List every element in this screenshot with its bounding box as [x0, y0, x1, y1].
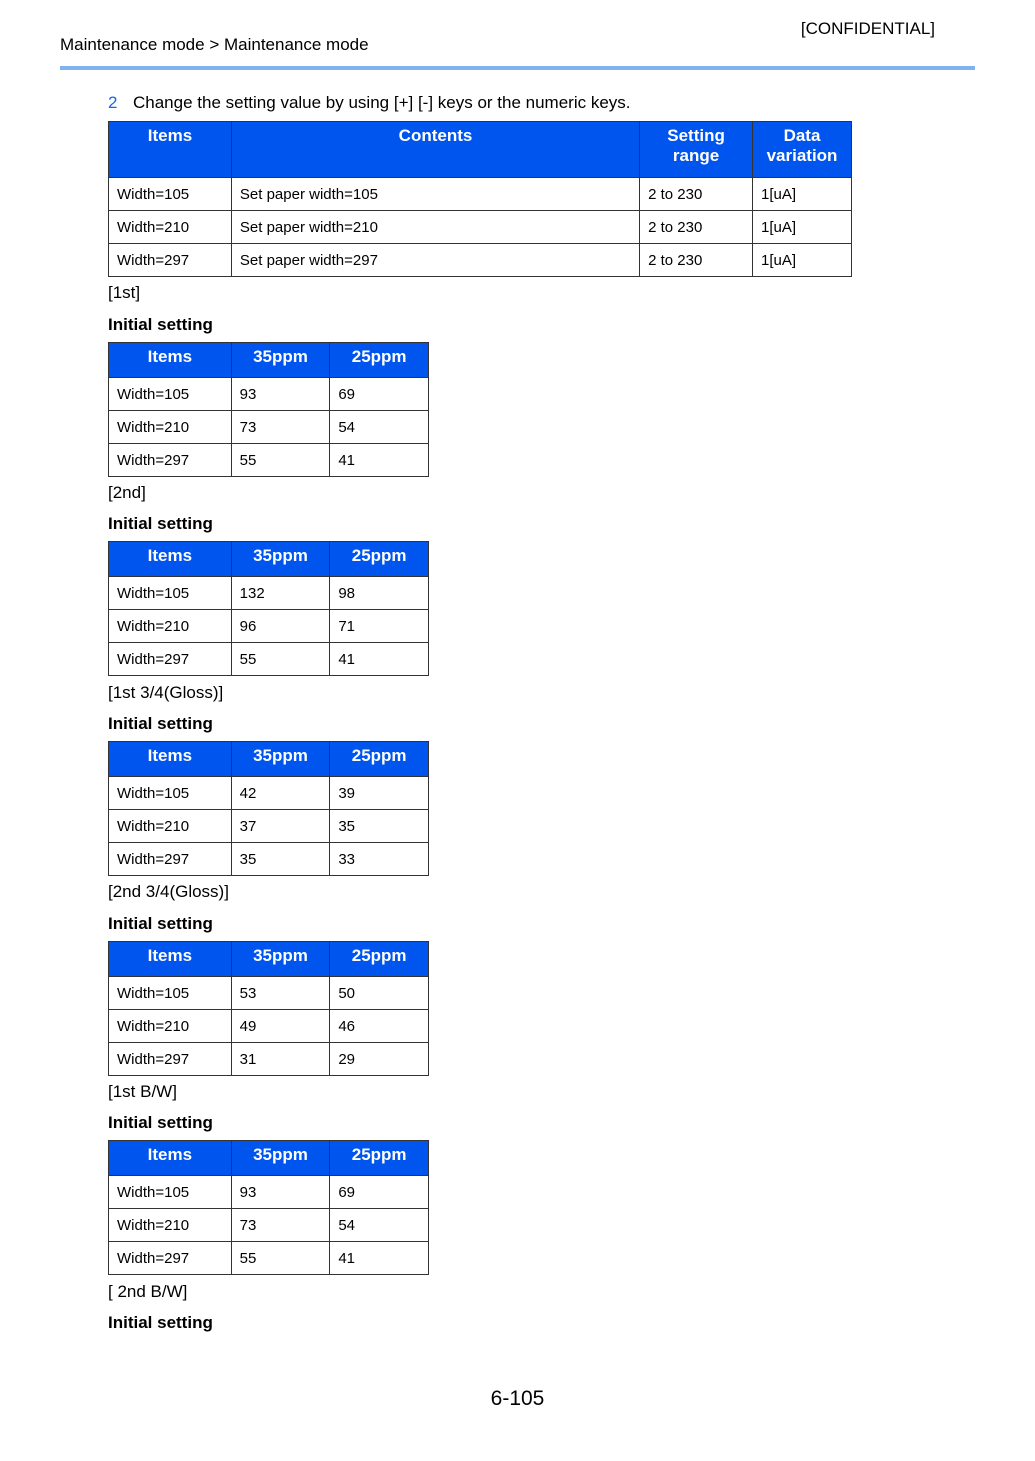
- table-cell: Width=297: [109, 643, 232, 676]
- table-cell: Width=210: [109, 1010, 232, 1043]
- table-cell: 35: [330, 810, 429, 843]
- initial-setting-table: [108, 541, 429, 676]
- table-cell: 41: [330, 1242, 429, 1275]
- section-title: [2nd 3/4(Gloss)]: [108, 882, 229, 901]
- table-row: [109, 777, 429, 810]
- table-cell: Width=105: [109, 1176, 232, 1209]
- table-row: [109, 1043, 429, 1076]
- table-cell: 54: [330, 411, 429, 444]
- table-row: [109, 211, 852, 244]
- table-cell: Width=297: [109, 444, 232, 477]
- column-header: 25ppm: [330, 1141, 429, 1176]
- table-row: [109, 1176, 429, 1209]
- breadcrumb: Maintenance mode > Maintenance mode: [60, 35, 369, 54]
- table-cell: Width=105: [109, 178, 232, 211]
- table-cell: Width=210: [109, 610, 232, 643]
- table-cell: 42: [231, 777, 330, 810]
- section-label: Initial setting: [108, 714, 213, 733]
- table-cell: 69: [330, 378, 429, 411]
- table-cell: 39: [330, 777, 429, 810]
- column-header: Items: [109, 122, 232, 178]
- column-header: 25ppm: [330, 942, 429, 977]
- header-divider: [60, 66, 975, 70]
- column-header: 35ppm: [231, 1141, 330, 1176]
- table-cell: 2 to 230: [640, 178, 753, 211]
- table-cell: 33: [330, 843, 429, 876]
- page-number: 6-105: [490, 1387, 545, 1410]
- table-cell: 35: [231, 843, 330, 876]
- step-text: Change the setting value by using [+] [-] keys or the numeric keys.: [133, 93, 631, 112]
- table-cell: 55: [231, 643, 330, 676]
- column-header: 25ppm: [330, 343, 429, 378]
- table-cell: 93: [231, 1176, 330, 1209]
- table-row: [109, 1010, 429, 1043]
- column-header: 25ppm: [330, 542, 429, 577]
- table-cell: Width=105: [109, 577, 232, 610]
- table-cell: 1[uA]: [753, 244, 852, 277]
- table-cell: 46: [330, 1010, 429, 1043]
- table-row: [109, 411, 429, 444]
- table-cell: 93: [231, 378, 330, 411]
- section-title: [1st 3/4(Gloss)]: [108, 683, 224, 702]
- table-row: [109, 610, 429, 643]
- section-label: Initial setting: [108, 315, 213, 334]
- table-cell: 69: [330, 1176, 429, 1209]
- table-row: [109, 810, 429, 843]
- table-cell: 98: [330, 577, 429, 610]
- table-cell: Width=297: [109, 1242, 232, 1275]
- section-title: [ 2nd B/W]: [108, 1282, 188, 1301]
- table-cell: Width=105: [109, 977, 232, 1010]
- column-header: 35ppm: [231, 942, 330, 977]
- table-cell: Width=210: [109, 411, 232, 444]
- table-cell: 73: [231, 1209, 330, 1242]
- table-header-row: [109, 742, 429, 777]
- section-title: [2nd]: [108, 483, 146, 502]
- table-header-row: [109, 1141, 429, 1176]
- column-header: 25ppm: [330, 742, 429, 777]
- table-cell: Width=210: [109, 1209, 232, 1242]
- table-cell: 37: [231, 810, 330, 843]
- table-cell: Width=210: [109, 810, 232, 843]
- table-row: [109, 244, 852, 277]
- table-row: [109, 444, 429, 477]
- column-header: Items: [109, 343, 232, 378]
- initial-setting-table: [108, 1140, 429, 1275]
- table-cell: 41: [330, 643, 429, 676]
- column-header: Contents: [231, 122, 639, 178]
- table-cell: 2 to 230: [640, 211, 753, 244]
- section-label: Initial setting: [108, 1113, 213, 1132]
- table-cell: 55: [231, 444, 330, 477]
- table-cell: 1[uA]: [753, 211, 852, 244]
- column-header: Setting range: [640, 122, 753, 178]
- table-cell: 1[uA]: [753, 178, 852, 211]
- table-row: [109, 378, 429, 411]
- table-header-row: [109, 942, 429, 977]
- column-header: 35ppm: [231, 742, 330, 777]
- column-header: Items: [109, 742, 232, 777]
- table-row: [109, 643, 429, 676]
- table-cell: 41: [330, 444, 429, 477]
- table-cell: 71: [330, 610, 429, 643]
- table-cell: Width=105: [109, 777, 232, 810]
- table-header-row: [109, 122, 852, 178]
- table-cell: 49: [231, 1010, 330, 1043]
- table-cell: Set paper width=297: [231, 244, 639, 277]
- table-cell: 54: [330, 1209, 429, 1242]
- section-label: Initial setting: [108, 1313, 213, 1332]
- table-cell: 73: [231, 411, 330, 444]
- main-table: [108, 121, 852, 277]
- step-instruction: [108, 93, 631, 113]
- table-cell: Width=210: [109, 211, 232, 244]
- table-cell: Set paper width=105: [231, 178, 639, 211]
- table-cell: Width=297: [109, 1043, 232, 1076]
- table-cell: 53: [231, 977, 330, 1010]
- table-header-row: [109, 343, 429, 378]
- confidential-label: [CONFIDENTIAL]: [800, 19, 935, 38]
- step-number: 2: [108, 93, 118, 112]
- column-header: 35ppm: [231, 343, 330, 378]
- table-row: [109, 843, 429, 876]
- initial-setting-table: [108, 941, 429, 1076]
- table-cell: 132: [231, 577, 330, 610]
- section-label: Initial setting: [108, 514, 213, 533]
- table-cell: 55: [231, 1242, 330, 1275]
- table-cell: 96: [231, 610, 330, 643]
- table-cell: 2 to 230: [640, 244, 753, 277]
- column-header: Items: [109, 942, 232, 977]
- table-cell: Width=297: [109, 244, 232, 277]
- section-label: Initial setting: [108, 914, 213, 933]
- column-header: Items: [109, 1141, 232, 1176]
- initial-setting-table: [108, 741, 429, 876]
- table-cell: 50: [330, 977, 429, 1010]
- table-cell: Set paper width=210: [231, 211, 639, 244]
- table-cell: 31: [231, 1043, 330, 1076]
- table-cell: Width=297: [109, 843, 232, 876]
- column-header: Data variation: [753, 122, 852, 178]
- table-row: [109, 977, 429, 1010]
- table-row: [109, 577, 429, 610]
- table-row: [109, 1242, 429, 1275]
- section-title: [1st]: [108, 283, 141, 302]
- table-header-row: [109, 542, 429, 577]
- table-cell: Width=105: [109, 378, 232, 411]
- column-header: 35ppm: [231, 542, 330, 577]
- section-title: [1st B/W]: [108, 1082, 177, 1101]
- table-row: [109, 1209, 429, 1242]
- table-row: [109, 178, 852, 211]
- initial-setting-table: [108, 342, 429, 477]
- column-header: Items: [109, 542, 232, 577]
- table-cell: 29: [330, 1043, 429, 1076]
